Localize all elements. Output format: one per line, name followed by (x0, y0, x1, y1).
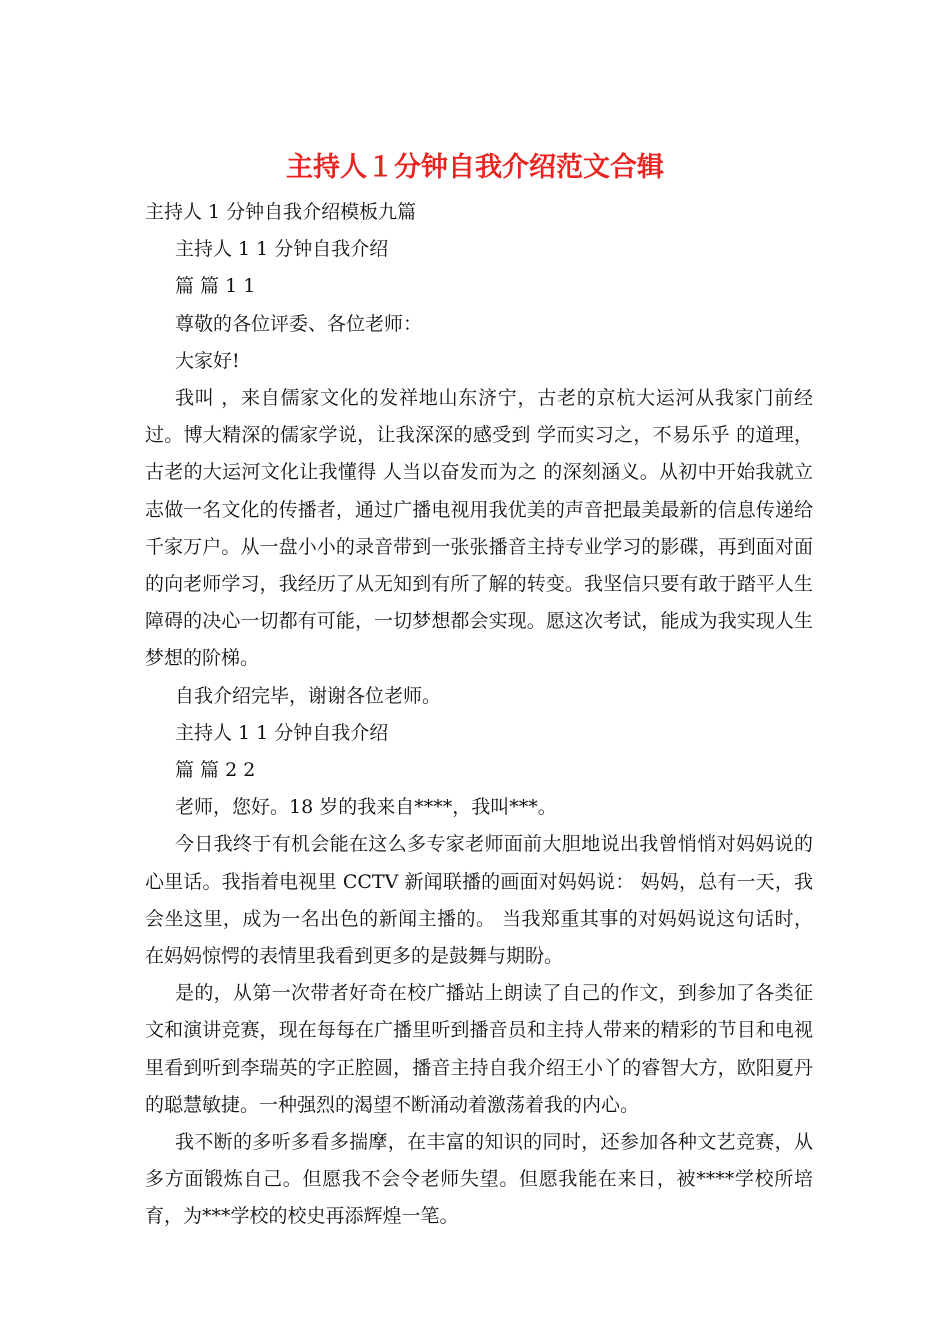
body-paragraph: 我不断的多听多看多揣摩，在丰富的知识的同时，还参加各种文艺竞赛，从多方面锻炼自己。但愿我不会令老师失望。但愿我能在来日，被****学校所培育，为***学校的校史再添辉煌一笔。 (145, 1131, 813, 1228)
body-paragraph: 今日我终于有机会能在这么多专家老师面前大胆地说出我曾悄悄对妈妈说的心里话。我指着电视里 CCTV 新闻联播的画面对妈妈说： 妈妈，总有一天，我会坐这里，成为一名出色的新闻主播的。 当我郑重其事的对妈妈说这句话时，在妈妈惊愕的表情里我看到更多的是鼓舞与期盼。 (145, 833, 813, 968)
greeting: 大家好! (175, 349, 240, 372)
section-number: 篇 篇 2 2 (175, 759, 256, 782)
section-heading: 主持人 1 1 分钟自我介绍 (175, 721, 389, 744)
body-paragraph: 我叫 ，来自儒家文化的发祥地山东济宁，古老的京杭大运河从我家门前经过。博大精深的儒家学说，让我深深的感受到 学而实习之，不易乐乎 的道理，古老的大运河文化让我懂得 人当以奋发而为之 的深刻涵义。从初中开始我就立志做一名文化的传播者，通过广播电视用我优美的声音把最美最新的信息传递给千家万户。从一盘小小的录音带到一张张播音主持专业学习的影碟，再到面对面的向老师学习，我经历了从无知到有所了解的转变。我坚信只要有敢于踏平人生障碍的决心一切都有可能，一切梦想都会实现。愿这次考试，能成为我实现人生梦想的阶梯。 (145, 387, 813, 670)
document-body (145, 194, 813, 1236)
body-paragraph: 是的，从第一次带者好奇在校广播站上朗读了自己的作文，到参加了各类征文和演讲竞赛，现在每每在广播里听到播音员和主持人带来的精彩的节目和电视里看到听到李瑞英的字正腔圆，播音主持自我介绍王小丫的睿智大方，欧阳夏丹的聪慧敏捷。一种强烈的渴望不断涌动着激荡着我的内心。 (145, 982, 813, 1116)
document-subtitle: 主持人 1 分钟自我介绍模板九篇 (145, 201, 417, 223)
section-number: 篇 篇 1 1 (175, 275, 256, 298)
document-title: 主持人１分钟自我介绍范文合辑 (286, 152, 664, 183)
closing-line: 自我介绍完毕，谢谢各位老师。 (175, 684, 442, 707)
greeting: 老师，您好。18 岁的我来自****，我叫***。 (175, 796, 557, 819)
section-heading: 主持人 1 1 分钟自我介绍 (175, 238, 389, 261)
salutation: 尊敬的各位评委、各位老师： (175, 312, 423, 335)
